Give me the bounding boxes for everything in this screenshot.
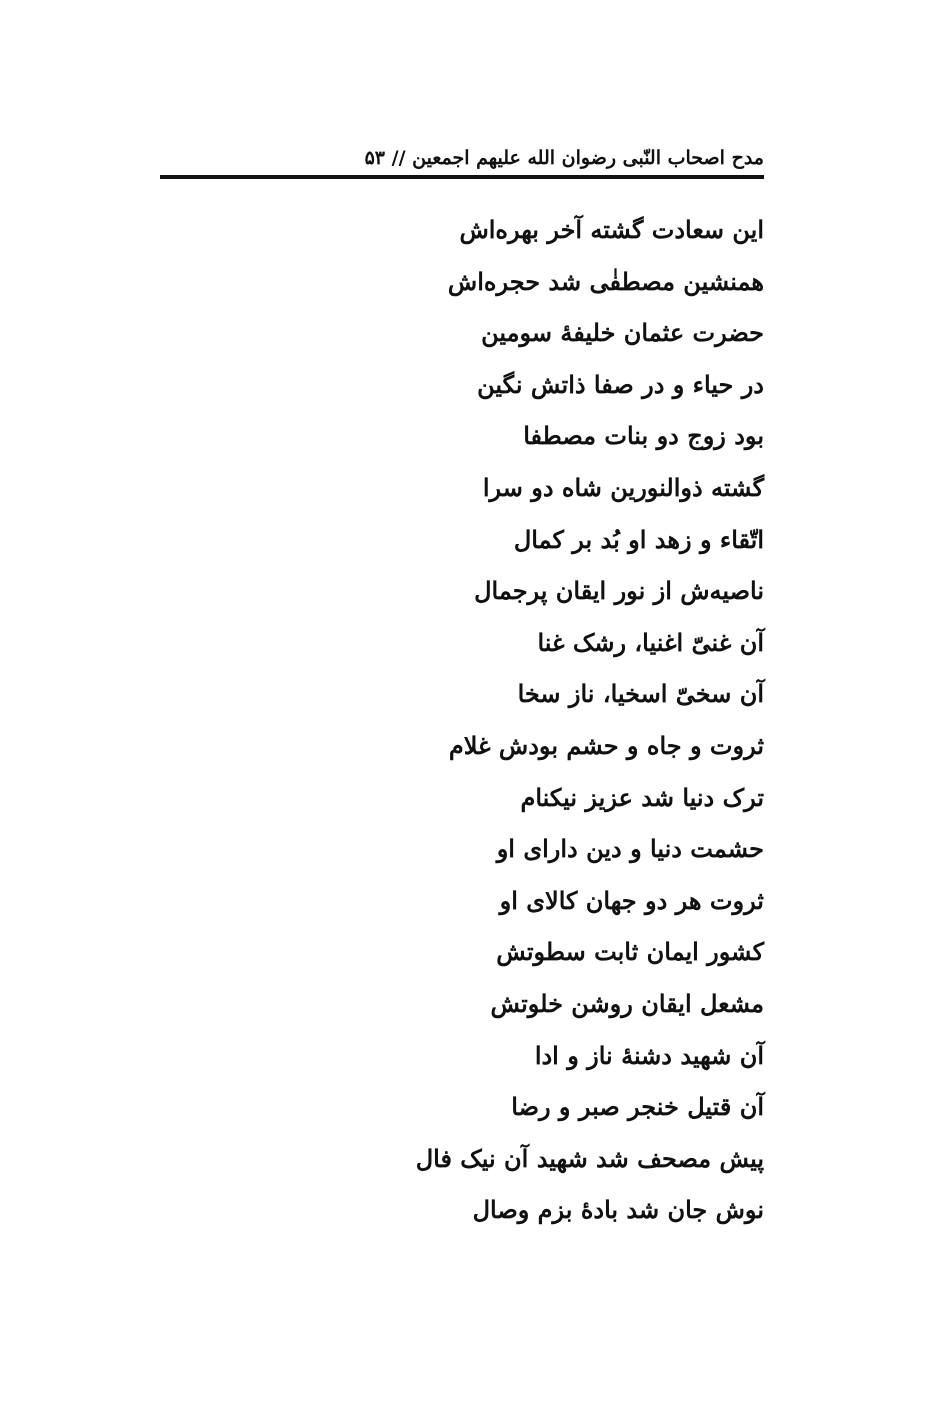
poem-line: در حیاء و در صفا ذاتش نگین bbox=[477, 369, 764, 399]
poem-line: حشمت دنیا و دین دارای او bbox=[496, 834, 764, 864]
poem-line: آن قتیل خنجر صبر و رضا bbox=[511, 1092, 764, 1122]
poem-line: مشعل ایقان روشن خلوتش bbox=[490, 988, 764, 1018]
poem-line: اتّقاء و زهد او بُد بر کمال bbox=[513, 524, 764, 554]
poem-line: ناصیه‌ش از نور ایقان پرجمال bbox=[474, 576, 764, 606]
poem bbox=[160, 204, 764, 1236]
poem-line: همنشین مصطفٰی شد حجره‌اش bbox=[447, 266, 764, 296]
poem-line: پیش مصحف شد شهید آن نیک فال bbox=[415, 1143, 764, 1173]
poem-line: آن سخیّ اسخیا، ناز سخا bbox=[517, 679, 764, 709]
poem-line: آن شهید دشنۀ ناز و ادا bbox=[534, 1040, 764, 1070]
poem-line: این سعادت گشته آخر بهره‌اش bbox=[459, 215, 764, 244]
poem-line: نوش جان شد بادۀ بزم وصال bbox=[472, 1195, 764, 1225]
header-rule bbox=[160, 175, 764, 179]
poem-line: حضرت عثمان خلیفۀ سومین bbox=[481, 318, 764, 348]
poem-line: آن غنیّ اغنیا، رشک غنا bbox=[537, 627, 764, 657]
poem-line: کشور ایمان ثابت سطوتش bbox=[496, 937, 764, 967]
poem-line: گشته ذوالنورین شاه دو سرا bbox=[482, 472, 764, 502]
running-header: مدح اصحاب النّبی رضوان الله علیهم اجمعین // ۵۳ bbox=[364, 147, 764, 169]
poem-line: بود زوج دو بنات مصطفا bbox=[523, 421, 764, 451]
poem-line: ترک دنیا شد عزیز نیکنام bbox=[520, 782, 764, 812]
poem-line: ثروت و جاه و حشم بودش غلام bbox=[448, 730, 764, 760]
poem-line: ثروت هر دو جهان کالای او bbox=[499, 885, 764, 915]
